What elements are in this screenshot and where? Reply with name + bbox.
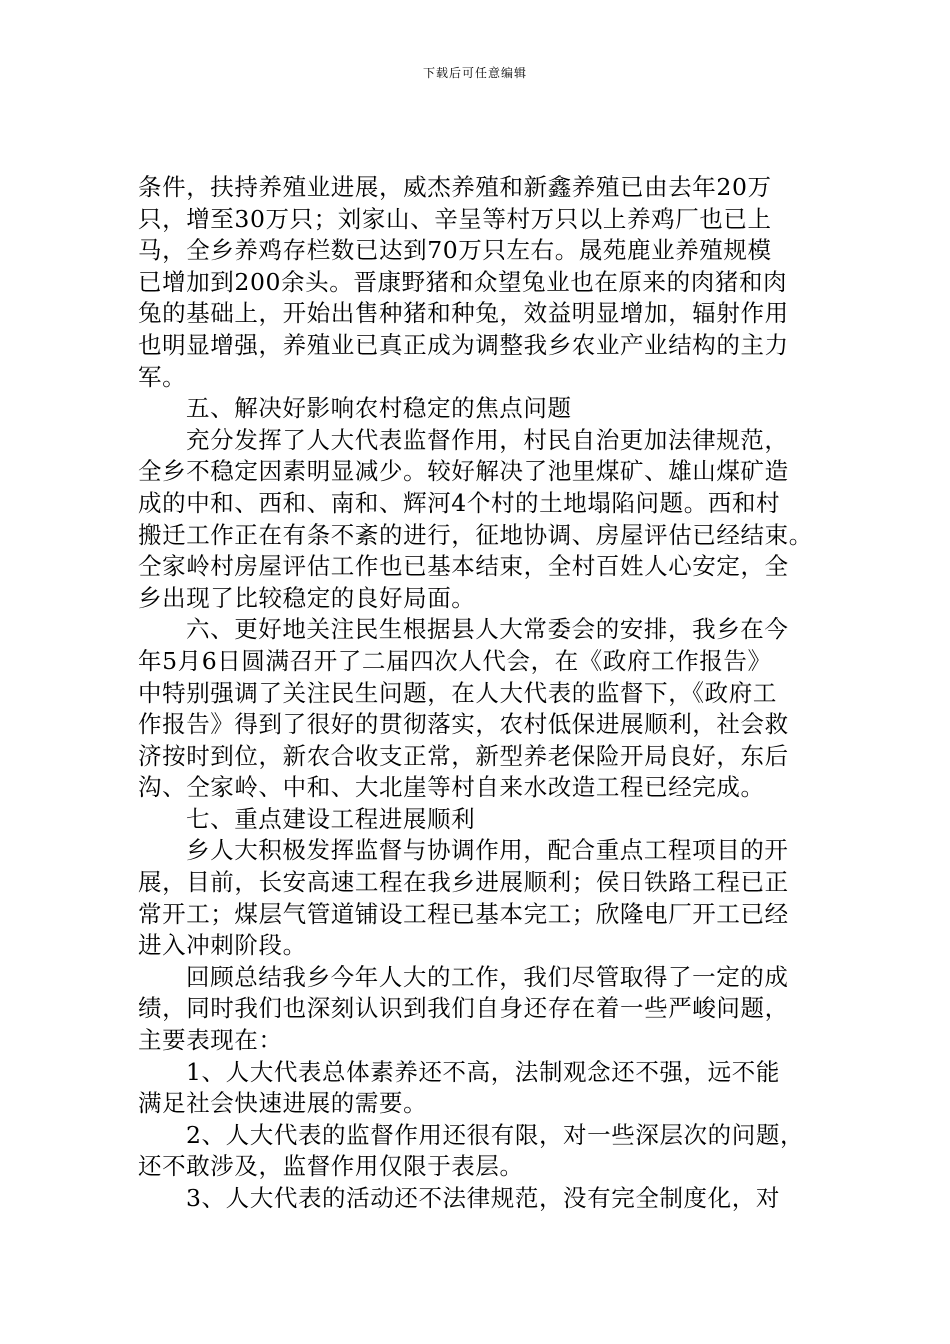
text-line: 搬迁工作正在有条不紊的进行，征地协调、房屋评估已经结束。 [138, 520, 813, 549]
document-body [138, 172, 828, 1215]
text-line: 中特别强调了关注民生问题，在人大代表的监督下，《政府工 [138, 678, 777, 707]
text-line: 五、解决好影响农村稳定的焦点问题 [186, 394, 572, 423]
text-line: 乡出现了比较稳定的良好局面。 [138, 583, 476, 612]
page-header: 下载后可任意编辑 [422, 66, 527, 80]
text-line: 沟、仝家岭、中和、大北崖等村自来水改造工程已经完成。 [138, 773, 765, 802]
text-line: 满足社会快速进展的需要。 [138, 1089, 428, 1118]
text-line: 还不敢涉及，监督作用仅限于表层。 [138, 1152, 524, 1181]
text-line: 军。 [138, 362, 187, 391]
text-line: 2、人大代表的监督作用还很有限，对一些深层次的问题， [186, 1120, 805, 1149]
text-line: 六、更好地关注民生根据县人大常委会的安排，我乡在今 [186, 615, 789, 644]
text-line: 作报告》得到了很好的贯彻落实，农村低保进展顺利，社会救 [138, 710, 789, 739]
text-line: 全乡不稳定因素明显减少。较好解决了池里煤矿、雄山煤矿造 [138, 457, 789, 486]
text-line: 1、人大代表总体素养还不高，法制观念还不强，远不能 [186, 1057, 780, 1086]
text-line: 常开工；煤层气管道铺设工程已基本完工；欣隆电厂开工已经 [138, 899, 789, 928]
text-line: 乡人大积极发挥监督与协调作用，配合重点工程项目的开 [186, 836, 789, 865]
text-line: 仝家岭村房屋评估工作也已基本结束，全村百姓人心安定，全 [138, 552, 789, 581]
text-line: 兔的基础上，开始出售种猪和种兔，效益明显增加，辐射作用 [138, 299, 789, 328]
text-line: 绩，同时我们也深刻认识到我们自身还存在着一些严峻问题， [138, 994, 789, 1023]
text-line: 回顾总结我乡今年人大的工作，我们尽管取得了一定的成 [186, 962, 789, 991]
text-line: 充分发挥了人大代表监督作用，村民自治更加法律规范， [186, 425, 789, 454]
text-line: 展，目前，长安高速工程在我乡进展顺利；侯日铁路工程已正 [138, 868, 789, 897]
text-line: 条件，扶持养殖业进展，威杰养殖和新鑫养殖已由去年20万 [138, 173, 772, 201]
text-line: 马，全乡养鸡存栏数已达到70万只左右。晟苑鹿业养殖规模 [138, 236, 772, 265]
text-line: 济按时到位，新农合收支正常，新型养老保险开局良好，东后 [138, 741, 789, 770]
text-line: 3、人大代表的活动还不法律规范，没有完全制度化，对 [186, 1184, 780, 1212]
text-line: 年5月6日圆满召开了二届四次人代会，在《政府工作报告》 [138, 646, 772, 675]
text-line: 已增加到200余头。晋康野猪和众望兔业也在原来的肉猪和肉 [138, 267, 788, 296]
text-line: 只，增至30万只；刘家山、辛呈等村万只以上养鸡厂也已上 [138, 204, 772, 233]
text-line: 进入冲刺阶段。 [138, 931, 307, 960]
text-line: 也明显增强，养殖业已真正成为调整我乡农业产业结构的主力 [138, 330, 789, 359]
text-line: 主要表现在： [138, 1026, 283, 1055]
text-line: 成的中和、西和、南和、辉河4个村的土地塌陷问题。西和村 [138, 488, 781, 517]
text-line: 七、重点建设工程进展顺利 [186, 804, 476, 833]
